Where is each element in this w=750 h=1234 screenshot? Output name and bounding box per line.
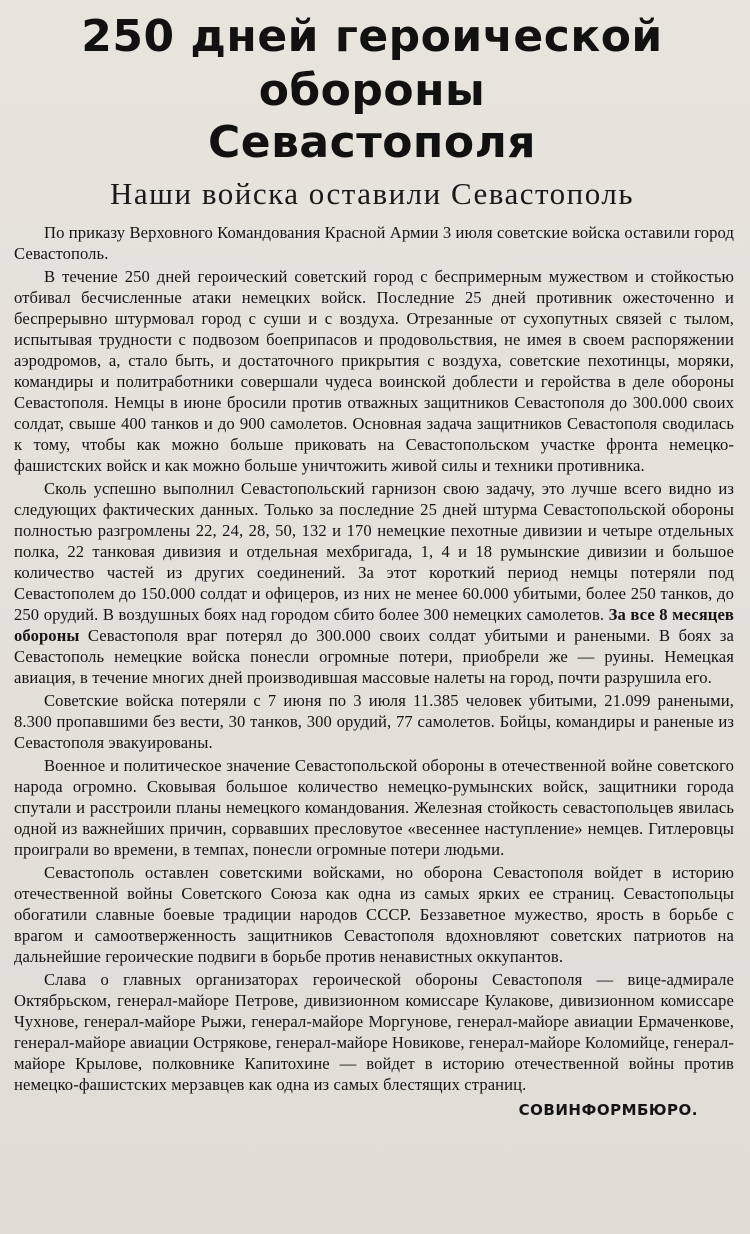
paragraph-6: Севастополь оставлен советскими войсками, но оборона Севастополя войдет в историю отечественной войны Советского Союза как одна из самых ярких ее страниц. Севастопольцы обогатили славные боевые традиции народов СССР. Беззаветное мужество, ярость в борьбе с врагом и самоотверженность защитников Севастополя вдохновляют советских патриотов на дальнейшие героические подвиги в борьбе против ненавистных оккупантов. bbox=[14, 863, 734, 966]
headline-line-1: 250 дней героической обороны bbox=[81, 11, 663, 116]
paragraph-3-text: Сколь успешно выполнил Севастопольский гарнизон свою задачу, это лучше всего видно из следующих фактических данных. Только за последние 25 дней штурма Севастопольской обороны полностью разгромлены 22, 24, 28, 50, 132 и 170 немецкие пехотные дивизии и четыре отдельных полка, 22 танковая дивизия и отдельная мехбригада, 1, 4 и 18 румынские дивизии и большое количество частей из других соединений. За этот короткий период немцы потеряли под Севастополем до 150.000 солдат и офицеров, из них не менее 60.000 убитыми, более 250 танков, до 250 орудий. В воздушных боях над городом сбито более 300 немецких самолетов. bbox=[14, 479, 734, 624]
headline-line-2: Севастополя bbox=[207, 117, 537, 168]
paragraph-5: Военное и политическое значение Севастопольской обороны в отечественной войне советского народа огромно. Сковывая большое количество немецко-румынских войск, защитники города спутали и расстроили планы немецкого командования. Железная стойкость севастопольцев явилась одной из важнейших причин, сорвавших пресловутое «весеннее наступление» немцев. Гитлеровцы проиграли во времени, в темпах, понесли огромные потери людьми. bbox=[14, 756, 734, 859]
paragraph-4: Советские войска потеряли с 7 июня по 3 июля 11.385 человек убитыми, 21.099 ранеными, 8.300 пропавшими без вести, 30 танков, 300 орудий, 77 самолетов. Бойцы, командиры и раненые из Севастополя эвакуированы. bbox=[14, 691, 734, 752]
paragraph-3 bbox=[14, 478, 734, 688]
paragraph-7: Слава о главных организаторах героической обороны Севастополя — вице-адмирале Октябрьском, генерал-майоре Петрове, дивизионном комиссаре Кулакове, дивизионном комиссаре Чухнове, генерал-майоре Рыжи, генерал-майоре Моргунове, генерал-майоре авиации Ермаченкове, генерал-майоре авиации Острякове, генерал-майоре Новикове, генерал-майоре Коломийце, генерал-майоре Крылове, полковнике Капитохине — войдет в историю отечественной войны против немецко-фашистских мерзавцев как одна из самых блестящих страниц. bbox=[14, 970, 734, 1094]
headline bbox=[6, 10, 738, 170]
article-body bbox=[6, 222, 738, 1095]
bold-phrase: За все 8 месяцев обороны bbox=[14, 605, 734, 645]
signature: СОВИНФОРМБЮРО. bbox=[518, 1101, 698, 1119]
subheadline: Наши войска оставили Севастополь bbox=[110, 176, 634, 211]
paragraph-1: По приказу Верховного Командования Красной Армии 3 июля советские войска оставили город Севастополь. bbox=[14, 223, 734, 263]
paragraph-2: В течение 250 дней героический советский город с беспримерным мужеством и стойкостью отбивал бесчисленные атаки немецких войск. Последние 25 дней противник ожесточенно и беспрерывно штурмовал город с суши и с воздуха. Отрезанные от сухопутных связей с тылом, испытывая трудности с подвозом боеприпасов и продовольствия, не имея в своем распоряжении аэродромов, а, стало быть, и достаточного прикрытия с воздуха, советские пехотинцы, моряки, командиры и политработники совершали чудеса воинской доблести и геройства в деле обороны Севастополя. Немцы в июне бросили против отважных защитников Севастополя до 300.000 своих солдат, свыше 400 танков и до 900 самолетов. Основная задача защитников Севастополя сводилась к тому, чтобы как можно больше приковать на Севастопольском участке фронта немецко-фашистских войск и как можно больше уничтожить живой силы и техники противника. bbox=[14, 267, 734, 475]
paragraph-3-continuation: Севастополя враг потерял до 300.000 своих солдат убитыми и ранеными. В боях за Севастополь немецкие войска понесли огромные потери, приобрели же — руины. Немецкая авиация, в течение многих дней производившая массовые налеты на город, почти разрушила его. bbox=[14, 626, 734, 687]
